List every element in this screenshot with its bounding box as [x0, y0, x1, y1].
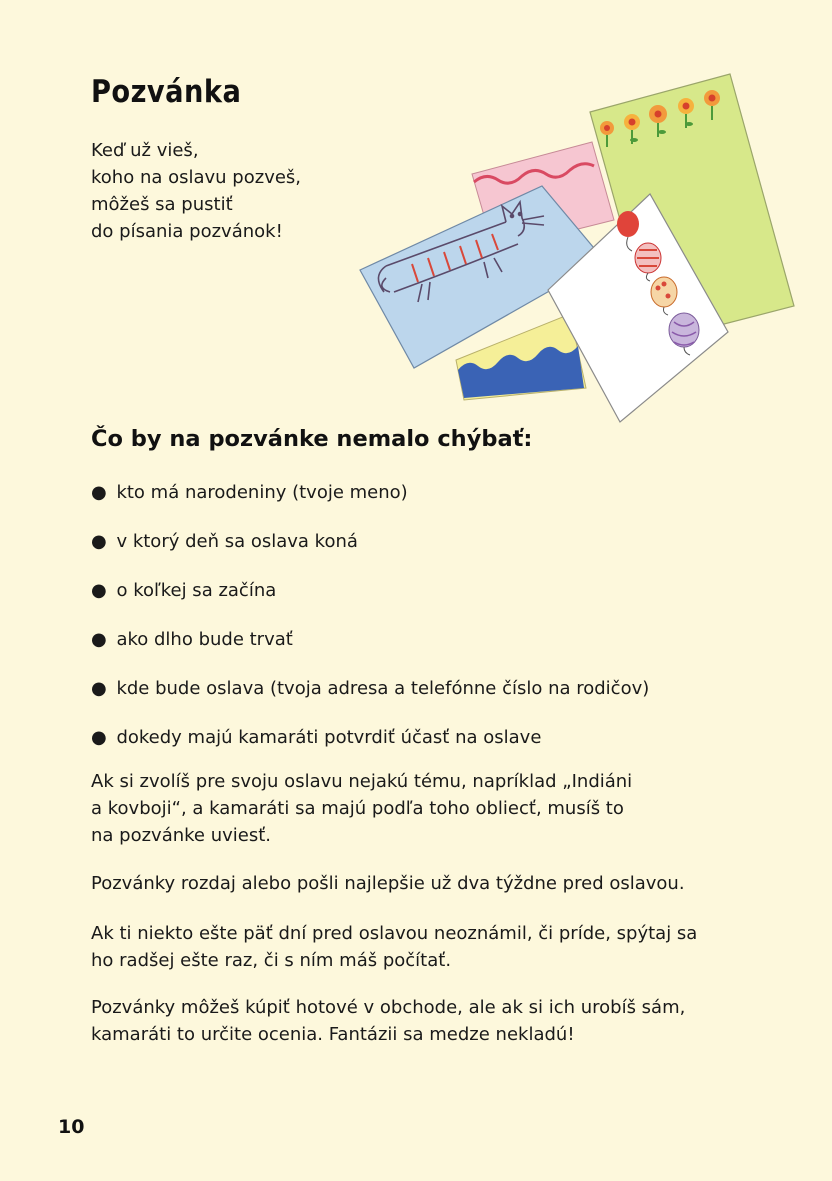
bullet-dot: ● — [91, 531, 107, 552]
intro-line: koho na oslavu pozveš, — [91, 167, 302, 188]
invitation-cards-illustration — [352, 70, 802, 430]
list-item: ● o koľkej sa začína — [91, 580, 277, 601]
page-title: Pozvánka — [91, 74, 242, 110]
section-heading: Čo by na pozvánke nemalo chýbať: — [91, 426, 533, 452]
bullet-dot: ● — [91, 482, 107, 503]
paragraph-timing: Pozvánky rozdaj alebo pošli najlepšie už dva týždne pred oslavou. — [91, 873, 685, 894]
page-number: 10 — [58, 1116, 85, 1138]
list-item: ● v ktorý deň sa oslava koná — [91, 531, 358, 552]
paragraph-followup: Ak ti niekto ešte päť dní pred oslavou neoznámil, či príde, spýtaj sa ho radšej ešte raz, či s ním máš počítať. — [91, 923, 698, 971]
bullet-dot: ● — [91, 629, 107, 650]
intro-line: do písania pozvánok! — [91, 221, 283, 242]
intro-line: Keď už vieš, — [91, 140, 199, 161]
paragraph-theme: Ak si zvolíš pre svoju oslavu nejakú tému, napríklad „Indiáni a kovboji“, a kamaráti sa majú podľa toho obliecť, musíš to na pozvánke uviesť. — [91, 771, 633, 846]
intro-text — [91, 137, 301, 245]
list-item: ● kto má narodeniny (tvoje meno) — [91, 482, 408, 503]
checklist — [91, 481, 649, 775]
list-item: ● dokedy majú kamaráti potvrdiť účasť na oslave — [91, 727, 542, 748]
list-item: ● ako dlho bude trvať — [91, 629, 293, 650]
intro-line: môžeš sa pustiť — [91, 194, 233, 215]
bullet-dot: ● — [91, 727, 107, 748]
list-item: ● kde bude oslava (tvoja adresa a telefónne číslo na rodičov) — [91, 678, 650, 699]
bullet-dot: ● — [91, 580, 107, 601]
paragraph-handmade: Pozvánky môžeš kúpiť hotové v obchode, ale ak si ich urobíš sám, kamaráti to určite ocenia. Fantázii sa medze nekladú! — [91, 997, 686, 1045]
bullet-dot: ● — [91, 678, 107, 699]
